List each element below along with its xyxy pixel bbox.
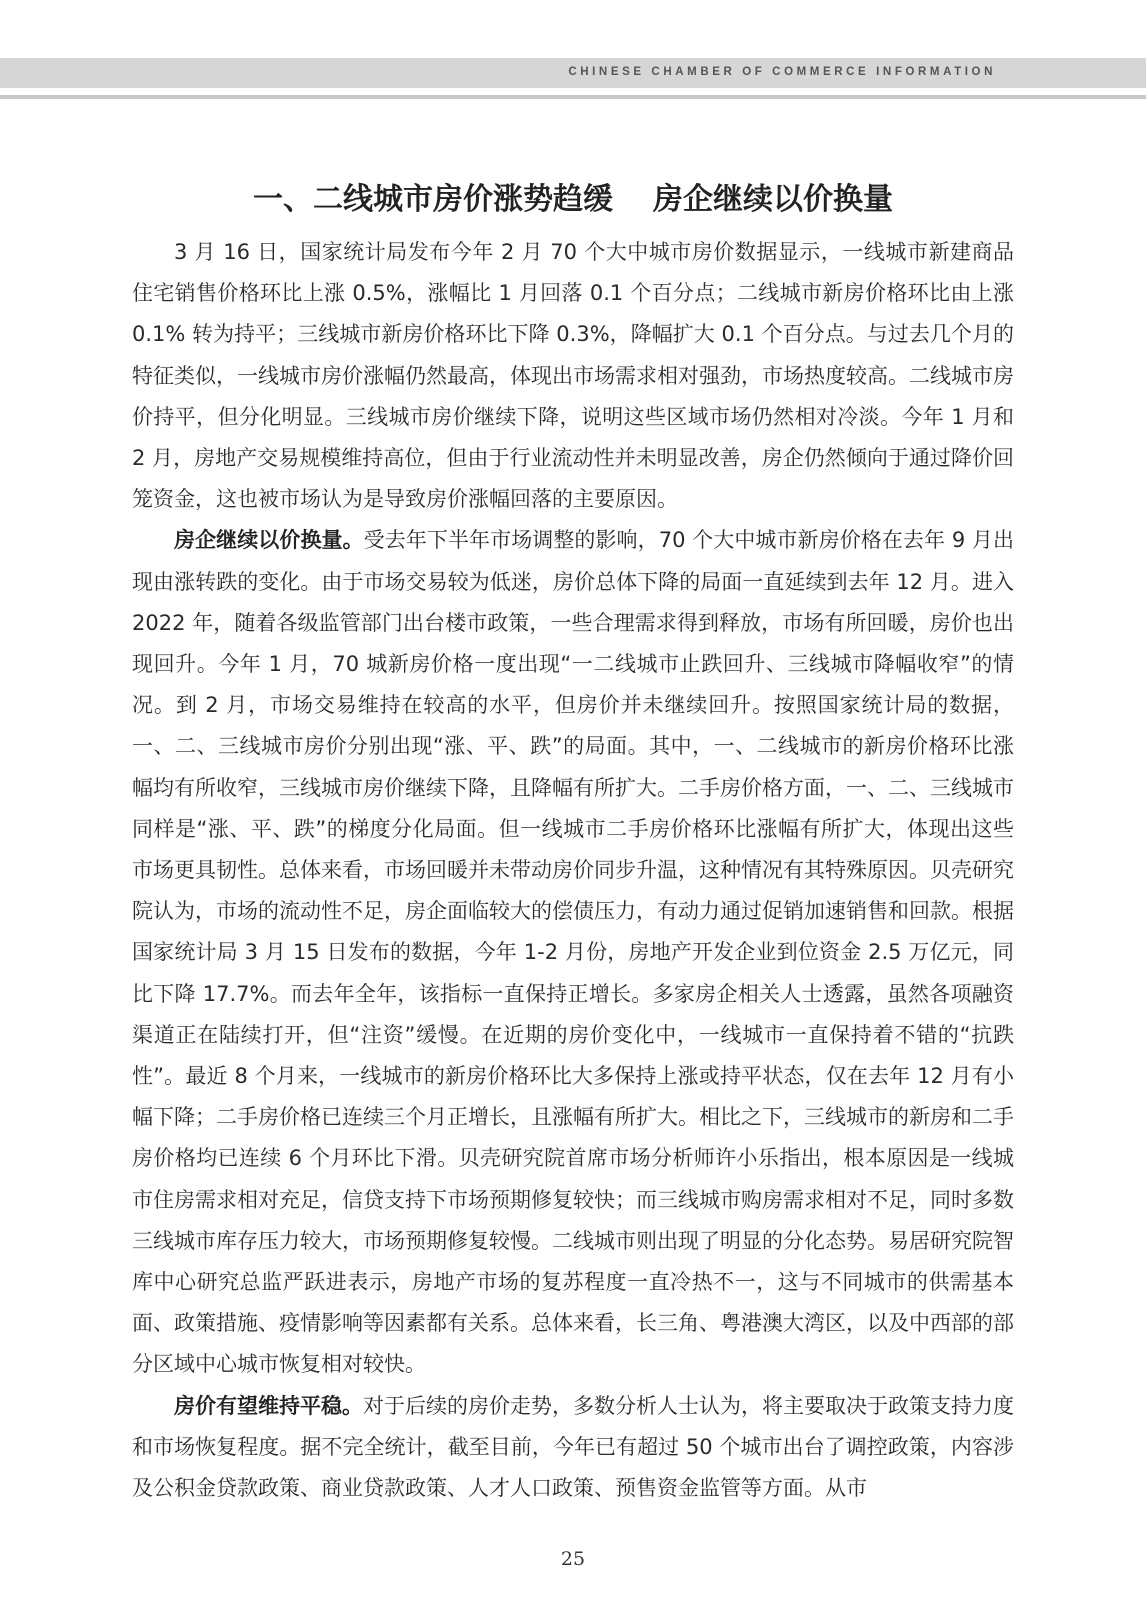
paragraph-1-text: 3 月 16 日，国家统计局发布今年 2 月 70 个大中城市房价数据显示，一线城市新建商品住宅销售价格环比上涨 0.5%，涨幅比 1 月回落 0.1 个百分点；二线城市新房价格环比由上涨 0.1% 转为持平；三线城市新房价格环比下降 0.3%，降幅扩大 0.1 个百分点。与过去几个月的特征类似，一线城市房价涨幅仍然最高，体现出市场需求相对强劲，市场热度较高。二线城市房价持平，但分化明显。三线城市房价继续下降，说明这些区域市场仍然相对冷淡。今年 1 月和 2 月，房地产交易规模维持高位，但由于行业流动性并未明显改善，房企仍然倾向于通过降价回笼资金，这也被市场认为是导致房价涨幅回落的主要原因。: [132, 240, 1014, 512]
paragraph-3-lead: 房价有望维持平稳。: [174, 1393, 363, 1418]
paragraph-2: [132, 520, 1014, 1385]
paragraph-3-text: 对于后续的房价走势，多数分析人士认为，将主要取决于政策支持力度和市场恢复程度。据不完全统计，截至目前，今年已有超过 50 个城市出台了调控政策，内容涉及公积金贷款政策、商业贷款政策、人才人口政策、预售资金监管等方面。从市: [132, 1393, 1014, 1501]
article-title-part1: 一、二线城市房价涨势趋缓: [253, 182, 613, 217]
paragraph-1: [132, 232, 1014, 520]
paragraph-2-lead: 房企继续以价换量。: [174, 528, 364, 553]
publication-name: CHINESE CHAMBER OF COMMERCE INFORMATION: [568, 66, 996, 78]
header-rule: [0, 95, 1146, 99]
paragraph-3: [132, 1386, 1014, 1510]
page-number: 25: [560, 1548, 586, 1570]
paragraph-2-text: 受去年下半年市场调整的影响，70 个大中城市新房价格在去年 9 月出现由涨转跌的变化。由于市场交易较为低迷，房价总体下降的局面一直延续到去年 12 月。进入 2022 年，随着各级监管部门出台楼市政策，一些合理需求得到释放，市场有所回暖，房价也出现回升。今年 1 月，70 城新房价格一度出现“一二线城市止跌回升、三线城市降幅收窄”的情况。到 2 月，市场交易维持在较高的水平，但房价并未继续回升。按照国家统计局的数据，一、二、三线城市房价分别出现“涨、平、跌”的局面。其中，一、二线城市的新房价格环比涨幅均有所收窄，三线城市房价继续下降，且降幅有所扩大。二手房价格方面，一、二、三线城市同样是“涨、平、跌”的梯度分化局面。但一线城市二手房价格环比涨幅有所扩大，体现出这些市场更具韧性。总体来看，市场回暖并未带动房价同步升温，这种情况有其特殊原因。贝壳研究院认为，市场的流动性不足，房企面临较大的偿债压力，有动力通过促销加速销售和回款。根据国家统计局 3 月 15 日发布的数据，今年 1-2 月份，房地产开发企业到位资金 2.5 万亿元，同比下降 17.7%。而去年全年，该指标一直保持正增长。多家房企相关人士透露，虽然各项融资渠道正在陆续打开，但“注资”缓慢。在近期的房价变化中，一线城市一直保持着不错的“抗跌性”。最近 8 个月来，一线城市的新房价格环比大多保持上涨或持平状态，仅在去年 12 月有小幅下降；二手房价格已连续三个月正增长，且涨幅有所扩大。相比之下，三线城市的新房和二手房价格均已连续 6 个月环比下滑。贝壳研究院首席市场分析师许小乐指出，根本原因是一线城市住房需求相对充足，信贷支持下市场预期修复较快；而三线城市购房需求相对不足，同时多数三线城市库存压力较大，市场预期修复较慢。二线城市则出现了明显的分化态势。易居研究院智库中心研究总监严跃进表示，房地产市场的复苏程度一直冷热不一，这与不同城市的供需基本面、政策措施、疫情影响等因素都有关系。总体来看，长三角、粤港澳大湾区，以及中西部的部分区域中心城市恢复相对较快。: [132, 528, 1015, 1377]
article-title: [132, 174, 1014, 218]
article-body: [132, 232, 1014, 1509]
article-title-part2: 房企继续以价换量: [653, 182, 893, 217]
